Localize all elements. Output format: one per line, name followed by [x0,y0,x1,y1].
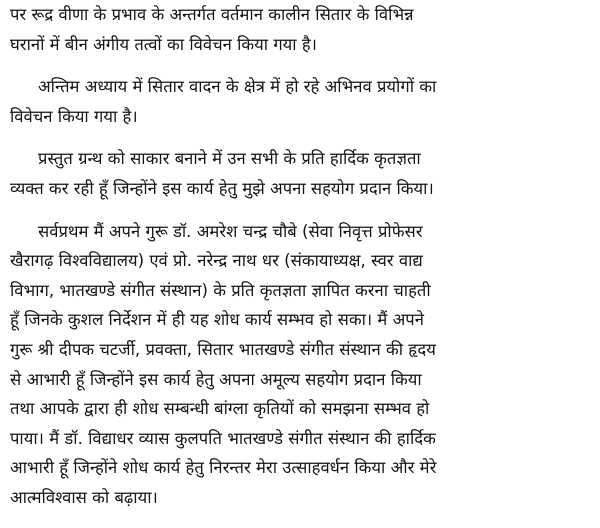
paragraph-1 [10,0,594,59]
text-line: तथा आपके द्वारा ही शोध सम्बन्धी बांग्ला कृतियों को समझना सम्भव हो [10,399,430,419]
text-line: आत्मविश्वास को बढ़ाया। [10,487,158,507]
text-line: अन्तिम अध्याय में सितार वादन के क्षेत्र में हो रहे अभिनव प्रयोगों का [38,77,437,97]
text-line: व्यक्त कर रही हूँ जिन्होंने इस कार्य हेतु मुझे अपना सहयोग प्रदान किया। [10,178,434,198]
text-line: घरानों में बीन अंगीय तत्वों का विवेचन किया गया है। [10,34,317,54]
text-line: विभाग, भातखण्डे संगीत संस्थान) के प्रति कृतज्ञता ज्ञापित करना चाहती [10,280,431,300]
text-line: प्रस्तुत ग्रन्थ को साकार बनाने में उन सभी के प्रति हार्दिक कृतज्ञता [38,149,421,169]
text-line: विवेचन किया गया है। [10,106,138,126]
text-line: पाया। मैं डॉ. विद्याधर व्यास कुलपति भातखण्डे संगीत संस्थान की हार्दिक [10,428,436,448]
paragraph-4 [10,217,594,513]
paragraph-3 [10,144,594,203]
paragraph-2 [10,72,594,131]
text-line: हूँ जिनके कुशल निर्देशन में ही यह शोध कार्य सम्भव हो सका। मैं अपने [10,310,424,330]
text-line: खैरागढ़ विश्वविद्यालय) एवं प्रो. नरेन्द्र नाथ धर (संकायाध्यक्ष, स्वर वाद्य [10,251,423,271]
text-line: आभारी हूँ जिन्होंने शोध कार्य हेतु निरन्तर मेरा उत्साहवर्धन किया और मेरे [10,458,437,478]
text-line: पर रूद्र वीणा के प्रभाव के अन्तर्गत वर्तमान कालीन सितार के विभिन्न [10,5,414,24]
text-line: से आभारी हूँ जिन्होंने इस कार्य हेतु अपना अमूल्य सहयोग प्रदान किया [10,369,422,389]
text-line: गुरू श्री दीपक चटर्जी, प्रवक्ता, सितार भातखण्डे संगीत संस्थान की हृदय [10,339,436,359]
text-line: सर्वप्रथम मैं अपने गुरू डॉ. अमरेश चन्द्र चौबे (सेवा निवृत्त प्रोफेसर [38,221,423,241]
